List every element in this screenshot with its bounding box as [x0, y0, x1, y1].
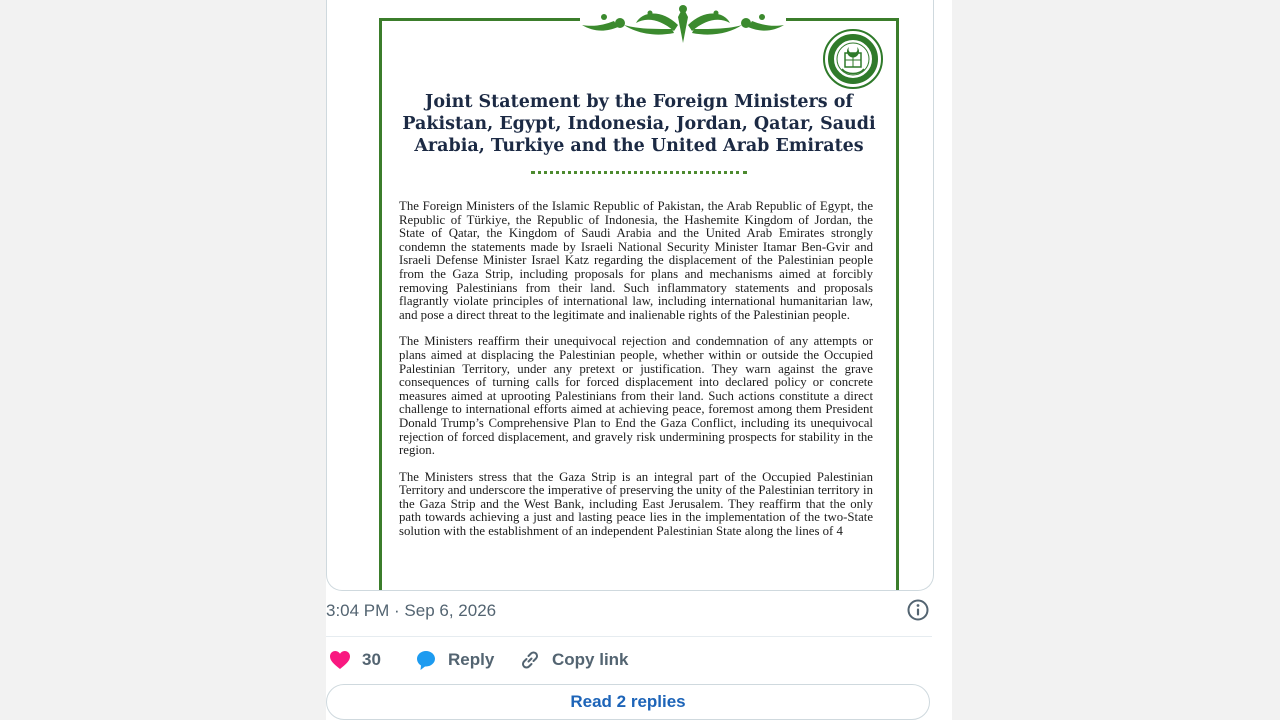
- statement-paragraph: The Ministers stress that the Gaza Strip is an integral part of the Occupied Palestinian Territory and underscore the imperative of preserving the unity of the Palestinian territory in the Gaza Strip and the West Bank, including East Jerusalem. They reaffirm that the only path towards achieving a just and lasting peace lies in the implementation of the two-State solution with the establishment of an independent Palestinian State along the lines of 4: [399, 469, 873, 539]
- copy-link-label: Copy link: [552, 650, 629, 669]
- copy-link-button[interactable]: [518, 646, 629, 674]
- statement-title-line: Pakistan, Egypt, Indonesia, Jordan, Qatar, Saudi: [402, 114, 876, 134]
- tweet-actions: [326, 646, 932, 674]
- speech-bubble-icon: [414, 648, 438, 672]
- divider: [326, 636, 932, 637]
- statement-title-line: Arabia, Turkiye and the United Arab Emirates: [414, 136, 864, 156]
- statement-paragraph: The Foreign Ministers of the Islamic Republic of Pakistan, the Arab Republic of Egypt, the Republic of Türkiye, the Republic of Indonesia, the Hashemite Kingdom of Jordan, the State of Qatar, the Kingdom of Saudi Arabia and the United Arab Emirates strongly condemn the statements made by Israeli National Security Minister Itamar Ben-Gvir and Israeli Defense Minister Israel Katz regarding the displacement of the Palestinian people from the Gaza Strip, including proposals for plans and mechanisms aimed at forcibly removing Palestinians from their land. Such inflammatory statements and proposals flagrantly violate principles of international law, including international humanitarian law, and pose a direct threat to the legitimate and inalienable rights of the Palestinian people.: [399, 199, 873, 322]
- like-button[interactable]: [328, 646, 381, 674]
- tweet-column: [326, 0, 952, 720]
- read-replies-button[interactable]: Read 2 replies: [326, 684, 930, 720]
- timestamp-row: [326, 598, 932, 626]
- title-divider: [531, 171, 747, 174]
- ministry-emblem-icon: [823, 29, 883, 89]
- statement-document: [379, 18, 899, 591]
- statement-body: [399, 200, 873, 552]
- reply-button[interactable]: [414, 646, 494, 674]
- tweet-media-image[interactable]: [326, 0, 934, 591]
- heart-icon: [328, 648, 352, 672]
- statement-title: [402, 91, 876, 157]
- reply-label: Reply: [448, 650, 495, 669]
- link-icon: [518, 648, 542, 672]
- info-icon[interactable]: [906, 598, 930, 622]
- statement-title-line: Joint Statement by the Foreign Ministers of: [425, 92, 853, 112]
- like-count: 30: [362, 650, 381, 669]
- floral-ornament-icon: [580, 3, 786, 47]
- tweet-timestamp[interactable]: 3:04 PM · Sep 6, 2026: [326, 601, 497, 620]
- statement-paragraph: The Ministers reaffirm their unequivocal rejection and condemnation of any attempts or plans aimed at displacing the Palestinian people, whether within or outside the Occupied Palestinian Territory, under any pretext or justification. They warn against the grave consequences of turning calls for forced displacement into declared policy or concrete measures aimed at uprooting Palestinians from their land. Such actions constitute a direct challenge to international efforts aimed at achieving peace, foremost among them President Donald Trump’s Comprehensive Plan to End the Gaza Conflict, including its unequivocal rejection of forced displacement, and gravely risk undermining prospects for stability in the region.: [399, 334, 873, 458]
